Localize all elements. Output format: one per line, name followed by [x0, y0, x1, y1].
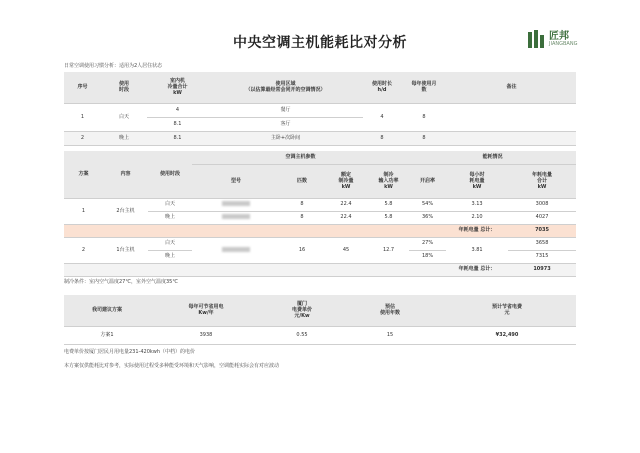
suggestion-plan: 方案1 [64, 326, 150, 344]
table-row [64, 131, 576, 145]
plan2-hourly: 3.81 [446, 237, 508, 263]
cooling-condition-note: 制冷条件：室内空气温度27℃，室外空气温度35℃ [64, 279, 178, 285]
row1-cooling-a: 4 [147, 103, 208, 117]
header-content: 内容 [103, 151, 148, 198]
plan2-total-value: 10973 [508, 263, 576, 276]
page-title: 中央空调主机能耗比对分析 [233, 35, 407, 51]
row2-cooling: 8.1 [147, 131, 208, 145]
usage-note: 日常空调使用习惯分析：适用为2人居住状态 [64, 63, 163, 69]
plan2-night-rate: 18% [409, 250, 446, 263]
header-group-params: 空调主机参数 [192, 151, 409, 164]
plan2-total-row [64, 263, 576, 276]
header-years: 预估 使用年数 [342, 295, 438, 326]
plan2-hp: 16 [280, 237, 324, 263]
row1-area-b: 客厅 [208, 117, 363, 131]
table-row [64, 103, 576, 117]
plan2-night-annual: 7315 [508, 250, 576, 263]
row2-remark [447, 131, 576, 145]
plan1-night-period: 晚上 [148, 211, 192, 224]
plan1-total-row [64, 224, 576, 237]
price-value: 0.55 [262, 326, 342, 344]
logo-name: 匠邦 [549, 30, 569, 42]
row1-cooling-b: 8.1 [147, 117, 208, 131]
row1-remark [447, 103, 576, 131]
header-plan: 方案 [64, 151, 103, 198]
plan1-night-hourly: 2.10 [446, 211, 508, 224]
header-seq: 序号 [64, 72, 101, 103]
header-total-saving: 预计节省电费 元 [438, 295, 576, 326]
plan2-rated: 45 [324, 237, 368, 263]
price-note: 电费单价按厦门居民月用电量231-420kwh（中档）的电价 [64, 349, 196, 355]
redacted-model [222, 247, 250, 252]
years-value: 15 [342, 326, 438, 344]
plan1-day-hourly: 3.13 [446, 198, 508, 211]
redacted-model [222, 201, 250, 206]
plan1-day-period: 白天 [148, 198, 192, 211]
plan1-total-value: 7035 [508, 224, 576, 237]
plan1-night-model [192, 211, 280, 224]
header-hours: 使用时长 h/d [363, 72, 401, 103]
header-suggestion: 我司建议方案 [64, 295, 150, 326]
plan1-day-model [192, 198, 280, 211]
annual-saving-value: 3938 [150, 326, 262, 344]
row2-period: 晚上 [101, 131, 147, 145]
usage-table [64, 72, 576, 146]
header-months: 每年使用月 数 [401, 72, 447, 103]
plan2-night-period: 晚上 [148, 250, 192, 263]
header-hourly-power: 每小时 耗电量 kW [446, 164, 508, 198]
header-period: 使用 时段 [101, 72, 147, 103]
row1-area-a: 餐厅 [208, 103, 363, 117]
plan1-day-annual: 3008 [508, 198, 576, 211]
plan2-total-label: 年耗电量 总计： [446, 263, 508, 276]
header-indoor-cooling: 室内机 冷量合计 kW [147, 72, 208, 103]
header-area: 使用区域 （以估算最经常会同开的空调情况） [208, 72, 363, 103]
header-period: 使用时段 [148, 151, 192, 198]
row2-hours: 8 [363, 131, 401, 145]
header-annual-power: 年耗电量 合计 kW [508, 164, 576, 198]
plan1-day-rated: 22.4 [324, 198, 368, 211]
header-model: 型号 [192, 164, 280, 198]
row1-period: 白天 [101, 103, 147, 131]
plan1-night-rate: 36% [409, 211, 446, 224]
header-cooling-input: 制冷 输入功率 kW [368, 164, 409, 198]
plan2-day-annual: 3658 [508, 237, 576, 250]
plan2-number: 2 [64, 237, 103, 263]
total-saving-value: ¥32,490 [438, 326, 576, 344]
plan-comparison-table [64, 151, 576, 277]
plan2-input: 12.7 [368, 237, 409, 263]
logo-icon [528, 30, 546, 48]
plan1-day-rate: 54% [409, 198, 446, 211]
header-annual-saving: 每年可节省用电 Kw/年 [150, 295, 262, 326]
recommendation-table [64, 295, 576, 345]
plan1-content: 2台主机 [103, 198, 148, 224]
plan1-night-annual: 4027 [508, 211, 576, 224]
row1-hours: 4 [363, 103, 401, 131]
plan2-model [192, 237, 280, 263]
row2-area: 主卧+次卧间 [208, 131, 363, 145]
header-start-rate: 开启率 [409, 164, 446, 198]
plan1-day-input: 5.8 [368, 198, 409, 211]
row2-months: 8 [401, 131, 447, 145]
table-row [64, 237, 576, 250]
plan2-content: 1台主机 [103, 237, 148, 263]
disclaimer-note: 本方案仅供能耗比对参考，实际使用过程受多种能受环境和天气影响，空调能耗实际会有对应波动 [64, 363, 280, 369]
row1-seq: 1 [64, 103, 101, 131]
plan2-day-rate: 27% [409, 237, 446, 250]
redacted-model [222, 214, 250, 219]
table-row [64, 326, 576, 344]
plan1-night-input: 5.8 [368, 211, 409, 224]
plan1-night-hp: 8 [280, 211, 324, 224]
row2-seq: 2 [64, 131, 101, 145]
row1-months: 8 [401, 103, 447, 131]
header-hp: 匹数 [280, 164, 324, 198]
brand-logo [528, 30, 577, 48]
plan1-night-rated: 22.4 [324, 211, 368, 224]
plan1-total-label: 年耗电量 总计： [446, 224, 508, 237]
plan1-number: 1 [64, 198, 103, 224]
header-group-energy: 能耗情况 [409, 151, 576, 164]
logo-subtitle: JIANGBANG [549, 40, 578, 47]
table-row [64, 198, 576, 211]
header-remark: 备注 [447, 72, 576, 103]
plan2-day-period: 白天 [148, 237, 192, 250]
plan1-day-hp: 8 [280, 198, 324, 211]
header-price: 厦门 电费单价 元/Kw [262, 295, 342, 326]
header-rated-cooling: 额定 制冷量 kW [324, 164, 368, 198]
